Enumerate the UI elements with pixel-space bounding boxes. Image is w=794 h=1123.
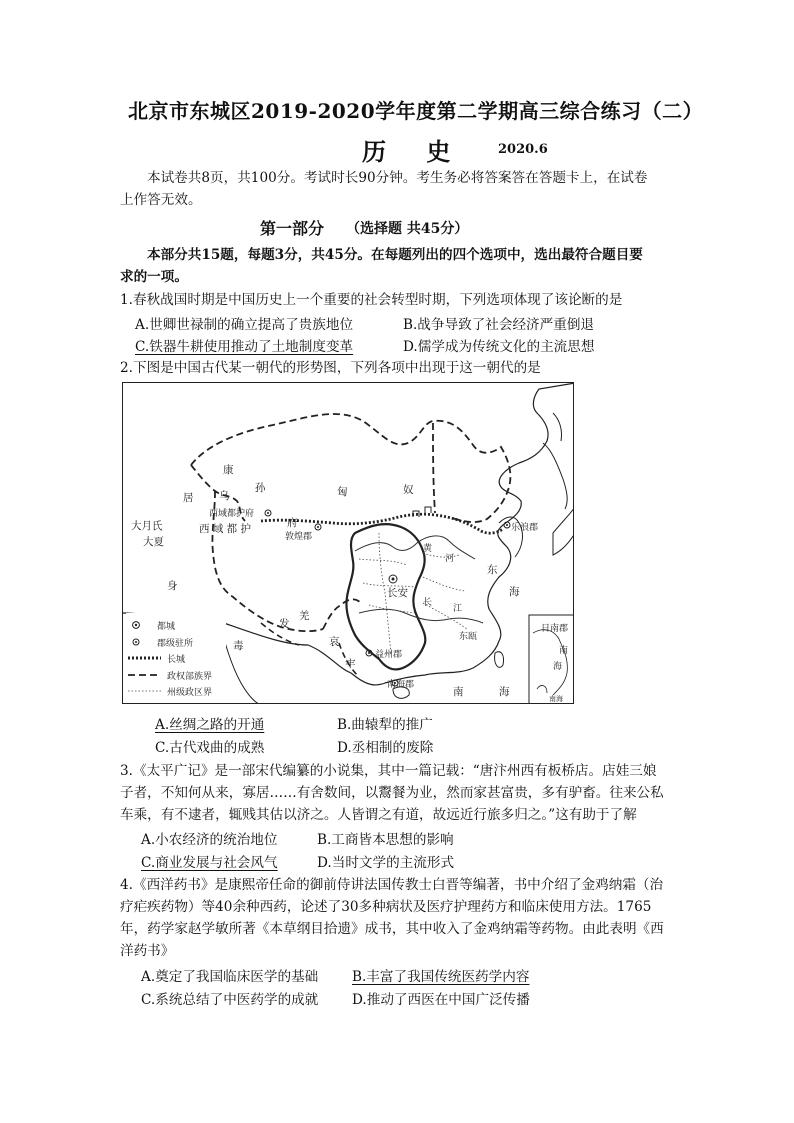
- q1-option-b[interactable]: B.战争导致了社会经济严重倒退: [403, 317, 595, 333]
- label-huang: 黄: [423, 544, 433, 554]
- label-xiong: 匈: [337, 486, 348, 498]
- q3-option-b[interactable]: B.工商皆本思想的影响: [317, 832, 454, 848]
- part1-instruction-1: 本部分共15题，每题3分，共45分。在每题列出的四个选项中，选出最符合题目要: [147, 247, 643, 263]
- q3-option-d[interactable]: D.当时文学的主流形式: [317, 855, 455, 871]
- label-changan: 长安: [387, 587, 408, 599]
- label-wusun-1: 乌: [219, 490, 230, 502]
- label-nu: 奴: [403, 484, 414, 496]
- q2-stem: 2.下图是中国古代某一朝代的形势图，下列各项中出现于这一朝代的是: [120, 360, 541, 376]
- yangtze-river: [359, 609, 483, 623]
- q2-option-a[interactable]: A.丝绸之路的开通: [155, 717, 265, 733]
- label-chang: 长: [423, 598, 433, 608]
- legend-capital: 都城: [157, 622, 176, 632]
- label-wusun-2: 孙: [255, 482, 266, 494]
- q4-option-d[interactable]: D.推动了西医在中国广泛传播: [352, 992, 530, 1008]
- label-qiang: 羌: [299, 610, 310, 622]
- intro-line-2: 上作答无效。: [120, 192, 202, 208]
- part1-heading: 第一部分: [260, 219, 325, 238]
- label-dongou: 东瓯: [459, 632, 478, 642]
- q3-option-c[interactable]: C.商业发展与社会风气: [141, 855, 278, 871]
- q1-option-d[interactable]: D.儒学成为传统文化的主流思想: [403, 339, 595, 355]
- q2-option-d[interactable]: D.丞相制的废除: [337, 740, 434, 756]
- label-xiyu: 西 域 都 护: [199, 523, 252, 535]
- q2-option-c[interactable]: C.古代戏曲的成熟: [155, 740, 265, 756]
- part1-heading-note: （选择题 共45分）: [346, 221, 469, 237]
- label-dunhuang: 敦煌郡: [285, 532, 313, 542]
- q2-option-b[interactable]: B.曲辕犁的推广: [337, 717, 433, 733]
- label-du: 毒: [233, 640, 244, 652]
- label-lelang: 乐浪郡: [511, 523, 539, 533]
- q4-stem-1: 4.《西洋药书》是康熙帝任命的御前侍讲法国传教士白晋等编著，书中介绍了金鸡纳霜（治: [120, 877, 664, 893]
- label-ai: 哀: [329, 636, 340, 648]
- q1-stem: 1.春秋战国时期是中国历史上一个重要的社会转型时期，下列选项体现了该论断的是: [120, 292, 623, 308]
- legend-jun-seat: 郡级驻所: [157, 639, 194, 649]
- subject-title: 历 史: [362, 137, 467, 166]
- q4-option-c[interactable]: C.系统总结了中医药学的成就: [141, 992, 319, 1008]
- label-daxia: 大夏: [143, 536, 164, 548]
- legend-wall: 长城: [167, 655, 186, 665]
- label-hai-south: 海: [499, 686, 510, 698]
- q4-option-a[interactable]: A.奠定了我国临床医学的基础: [141, 969, 319, 985]
- q3-option-a[interactable]: A.小农经济的统治地位: [141, 832, 278, 848]
- yellow-river: [355, 536, 475, 559]
- q4-stem-4: 洋药书》: [120, 943, 175, 959]
- label-xiyu-duhu: 西域都护府: [209, 509, 255, 519]
- han-dynasty-map: [122, 382, 574, 704]
- q3-stem-2: 子者，不知何从来，寡居……有舍数间，以鬻餐为业，然而家甚富贵，多有驴畜。往来公私: [120, 785, 664, 801]
- q3-stem-1: 3.《太平广记》是一部宋代编纂的小说集，其中一篇记载：“唐汴州西有板桥店。店娃三娘: [120, 763, 657, 779]
- part1-instruction-2: 求的一项。: [120, 269, 188, 285]
- label-dayuezhi: 大月氏: [131, 520, 163, 532]
- label-fa: 发: [279, 618, 290, 630]
- intro-line-1: 本试卷共8页，共100分。考试时长90分钟。考生务必将答案答在答题卡上，在试卷: [147, 170, 648, 186]
- exam-title: 北京市东城区2019-2020学年度第二学期高三综合练习（二）: [128, 99, 704, 123]
- legend-boundary: 政权部族界: [167, 672, 213, 682]
- label-hai-small: 海: [553, 662, 563, 672]
- label-yizhou: 益州郡: [375, 650, 403, 660]
- label-nanhai-jun: 南海郡: [387, 680, 415, 690]
- q1-option-c[interactable]: C.铁器牛耕使用推动了土地制度变革: [135, 339, 354, 355]
- xiongnu-boundary: [191, 414, 510, 522]
- label-rinan: 日南郡: [541, 624, 569, 634]
- label-fu: 府: [287, 517, 298, 529]
- q4-stem-2: 疗疟疾药物）等40余种西药，论述了30多种病状及医疗护理药方和临床使用方法。1765: [120, 899, 652, 915]
- label-lao: 牢: [345, 658, 356, 670]
- label-hai-east: 海: [509, 586, 520, 598]
- q4-option-b[interactable]: B.丰富了我国传统医药学内容: [352, 969, 530, 985]
- q1-option-a[interactable]: A.世卿世禄制的确立提高了贵族地位: [135, 317, 354, 333]
- label-nan: 南: [453, 686, 464, 698]
- label-shen: 身: [167, 580, 178, 592]
- label-nanhai-small-2: 南: [559, 646, 569, 656]
- exam-date: 2020.6: [498, 142, 548, 157]
- legend-zhou-boundary: 州级政区界: [167, 688, 213, 698]
- label-kang: 康: [223, 464, 234, 476]
- label-dong: 东: [487, 564, 498, 576]
- label-nanhai-small: 南海: [549, 695, 563, 703]
- q3-stem-3: 车乘，有不逮者，辄贱其估以济之。人皆谓之有道，故远近行旅多归之。”这有助于了解: [120, 807, 637, 823]
- label-he: 河: [445, 554, 455, 564]
- japan-island: [553, 507, 574, 555]
- q4-stem-3: 年，药学家赵学敏所著《本草纲目拾遗》成书，其中收入了金鸡纳霜等药物。由此表明《西: [120, 921, 664, 937]
- label-ju: 居: [183, 492, 194, 504]
- label-jiang: 江: [453, 604, 463, 614]
